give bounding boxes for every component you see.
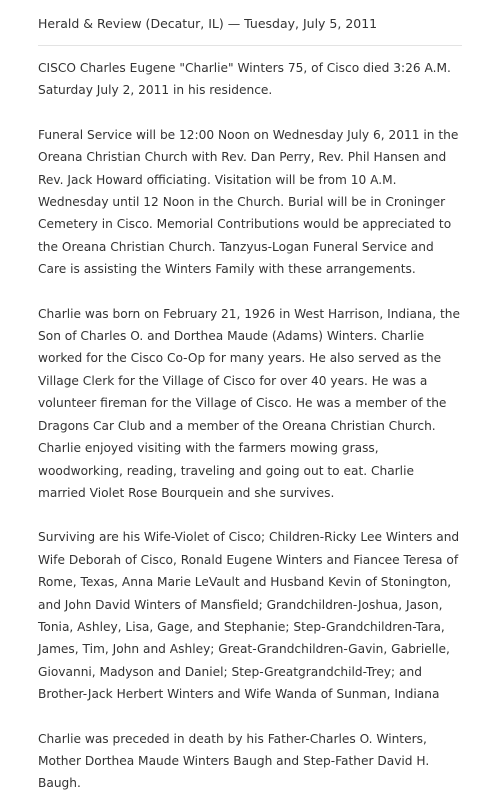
publication-source-line: Herald & Review (Decatur, IL) — Tuesday, July 5, 2011 — [38, 16, 378, 31]
paragraph-death-notice: CISCO Charles Eugene "Charlie" Winters 75, of Cisco died 3:26 A.M. Saturday July 2, 2011 in his residence. — [38, 61, 451, 98]
paragraph-biography: Charlie was born on February 21, 1926 in West Harrison, Indiana, the Son of Charles O. and Dorthea Maude (Adams) Winters. Charlie worked for the Cisco Co-Op for many years. He also served as the Village Clerk for the Village of Cisco for over 40 years. He was a volunteer fireman for the Village of Cisco. He was a member of the Dragons Car Club and a member of the Oreana Christian Church. Charlie enjoyed visiting with the farmers mowing grass, woodworking, reading, traveling and going out to eat. Charlie married Violet Rose Bourquein and she survives. — [38, 306, 460, 500]
paragraph-preceded-in-death: Charlie was preceded in death by his Father-Charles O. Winters, Mother Dorthea Maude Winters Baugh and Step-Father David H. Baugh. — [38, 731, 430, 791]
paragraph-funeral-service: Funeral Service will be 12:00 Noon on Wednesday July 6, 2011 in the Oreana Christian Church with Rev. Dan Perry, Rev. Phil Hansen and Rev. Jack Howard officiating. Visitation will be from 10 A.M. Wednesday until 12 Noon in the Church. Burial will be in Croninger Cemetery in Cisco. Memorial Contributions would be appreciated to the Oreana Christian Church. Tanzyus-Logan Funeral Service and Care is assisting the Winters Family with these arrangements. — [38, 127, 459, 277]
header-divider — [38, 45, 462, 46]
paragraph-survivors: Surviving are his Wife-Violet of Cisco; Children-Ricky Lee Winters and Wife Deborah of Cisco, Ronald Eugene Winters and Fiancee Teresa of Rome, Texas, Anna Marie LeVault and Husband Kevin of Stonington, and John David Winters of Mansfield; Grandchildren-Joshua, Jason, Tonia, Ashley, Lisa, Gage, and Stephanie; Step-Grandchildren-Tara, James, Tim, John and Ashley; Great-Grandchildren-Gavin, Gabrielle, Giovanni, Madyson and Daniel; Step-Greatgrandchild-Trey; and Brother-Jack Herbert Winters and Wife Wanda of Sunman, Indiana — [38, 530, 460, 702]
obituary-body — [38, 57, 462, 795]
